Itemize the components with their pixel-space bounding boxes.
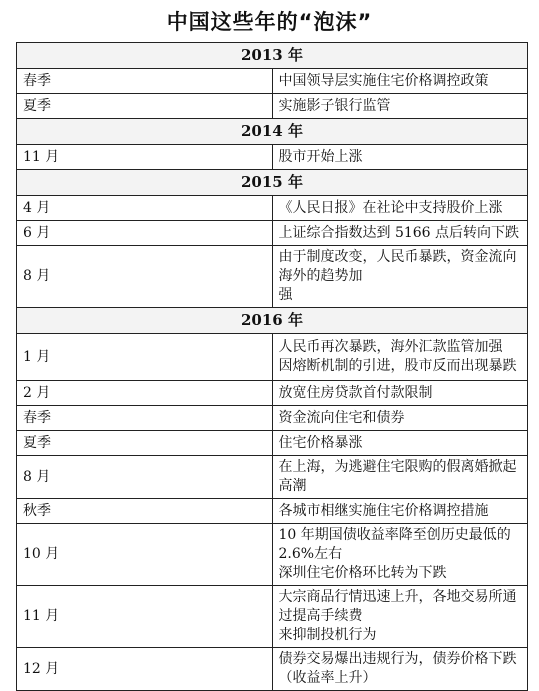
- event-description-line: 来抑制投机行为: [278, 627, 377, 643]
- event-period: 秋季: [17, 499, 273, 524]
- event-row: [17, 456, 528, 499]
- event-description-line: 深圳住宅价格环比转为下跌: [278, 565, 447, 581]
- event-description-line: 人民币再次暴跌，海外汇款监管加强: [278, 339, 503, 355]
- event-period: 1 月: [17, 334, 273, 381]
- year-header-row: [17, 119, 528, 145]
- event-description-line: 资金流向住宅和债券: [278, 409, 405, 426]
- event-description-line: 由于制度改变，人民币暴跌，资金流向海外的趋势加: [278, 249, 517, 284]
- event-description: [272, 196, 528, 221]
- event-period: 春季: [17, 69, 273, 94]
- event-description-line: 《人民日报》在社论中支持股价上涨: [278, 199, 503, 216]
- event-row: [17, 69, 528, 94]
- event-description-line: 大宗商品行情迅速上升，各地交易所通过提高手续费: [278, 589, 517, 624]
- event-description: [272, 431, 528, 456]
- event-period: 夏季: [17, 431, 273, 456]
- event-description-line: 强: [278, 287, 293, 303]
- year-header: 2015 年: [17, 170, 528, 196]
- year-header-row: [17, 308, 528, 334]
- timeline-table: [16, 42, 528, 691]
- event-period: 11 月: [17, 145, 273, 170]
- event-description-line: 放宽住房贷款首付款限制: [278, 384, 433, 401]
- event-description: [272, 524, 528, 586]
- timeline-body: [17, 43, 528, 691]
- event-description: [272, 648, 528, 691]
- event-row: [17, 524, 528, 586]
- event-period: 2 月: [17, 381, 273, 406]
- year-header-row: [17, 43, 528, 69]
- event-description: [272, 381, 528, 406]
- event-description: [272, 586, 528, 648]
- year-header: 2014 年: [17, 119, 528, 145]
- document-title: 中国这些年的“泡沫”: [166, 10, 373, 34]
- event-row: [17, 499, 528, 524]
- event-description: [272, 499, 528, 524]
- event-row: [17, 406, 528, 431]
- event-row: [17, 381, 528, 406]
- event-description: [272, 456, 528, 499]
- event-description-line: 因熔断机制的引进，股市反而出现暴跌: [278, 358, 517, 374]
- event-row: [17, 246, 528, 308]
- event-row: [17, 586, 528, 648]
- event-description: [272, 69, 528, 94]
- event-description: [272, 334, 528, 381]
- year-header: 2016 年: [17, 308, 528, 334]
- event-description-line: 10 年期国债收益率降至创历史最低的 2.6%左右: [278, 527, 511, 562]
- event-description-line: 股市开始上涨: [278, 148, 363, 165]
- event-period: 8 月: [17, 246, 273, 308]
- year-header-row: [17, 170, 528, 196]
- event-period: 4 月: [17, 196, 273, 221]
- event-period: 6 月: [17, 221, 273, 246]
- event-description-line: 债券交易爆出违规行为，债券价格下跌（收益率上升）: [278, 651, 517, 686]
- event-row: [17, 431, 528, 456]
- event-description: [272, 246, 528, 308]
- event-row: [17, 94, 528, 119]
- event-description-line: 实施影子银行监管: [278, 97, 391, 114]
- event-description-line: 住宅价格暴涨: [278, 434, 363, 451]
- event-row: [17, 334, 528, 381]
- event-period: 春季: [17, 406, 273, 431]
- event-row: [17, 221, 528, 246]
- event-period: 8 月: [17, 456, 273, 499]
- event-description: [272, 94, 528, 119]
- event-period: 10 月: [17, 524, 273, 586]
- event-period: 夏季: [17, 94, 273, 119]
- event-description-line: 中国领导层实施住宅价格调控政策: [278, 72, 489, 89]
- event-description-line: 上证综合指数达到 5166 点后转向下跌: [278, 224, 520, 241]
- event-description: [272, 145, 528, 170]
- event-description: [272, 406, 528, 431]
- event-description-line: 在上海，为逃避住宅限购的假离婚掀起高潮: [278, 459, 517, 494]
- event-row: [17, 196, 528, 221]
- event-period: 11 月: [17, 586, 273, 648]
- event-row: [17, 145, 528, 170]
- event-description: [272, 221, 528, 246]
- event-period: 12 月: [17, 648, 273, 691]
- event-row: [17, 648, 528, 691]
- year-header: 2013 年: [17, 43, 528, 69]
- event-description-line: 各城市相继实施住宅价格调控措施: [278, 502, 489, 519]
